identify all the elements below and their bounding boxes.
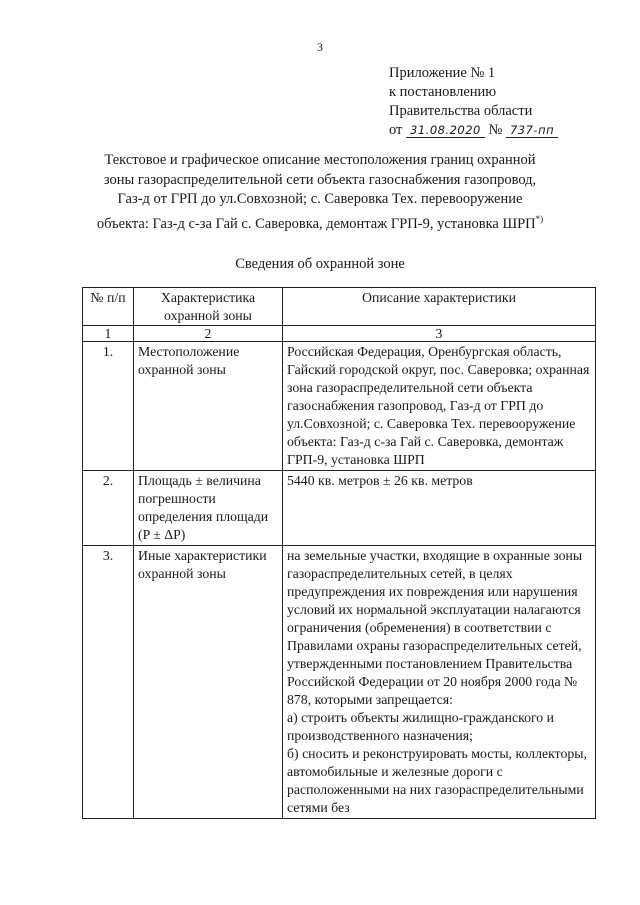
page-number: 3 (317, 40, 323, 54)
header-description: Описание характеристики (283, 288, 596, 326)
row-number: 3. (83, 546, 134, 819)
table-row (83, 471, 596, 546)
row-description: Российская Федерация, Оренбургская область, Гайский городской округ, пос. Саверовка; охранная зона газораспределительной сети объекта газоснабжения газопровод, Газ-д от ГРП до ул.Совхозной; с. Саверовка Тех. перевооружение объекта: Газ-д с-за Гай с. Саверовка, демонтаж ГРП-9, установка ШРП (283, 342, 596, 471)
document-title-text: Текстовое и графическое описание местоположения границ охранной зоны газораспределительной сети объекта газоснабжения газопровод, Газ-д от ГРП до ул.Совхозной; с. Саверовка Тех. перевооружение объекта: Газ-д с-за Гай с. Саверовка, демонтаж ГРП-9, установка ШРП (96, 152, 537, 232)
appendix-line-2: к постановлению (389, 84, 497, 100)
index-cell-2: 2 (134, 326, 283, 342)
header-num: № п/п (83, 288, 134, 326)
table-header-row (83, 288, 596, 326)
row-characteristic: Площадь ± величина погрешности определения площади (P ± ΔP) (134, 471, 283, 546)
index-cell-3: 3 (283, 326, 596, 342)
appendix-date-line (389, 121, 558, 140)
appendix-block (389, 64, 558, 140)
number-prefix: № (488, 122, 503, 138)
handwritten-date: 31.08.2020 (406, 123, 485, 138)
table-index-row (83, 326, 596, 342)
document-title (90, 151, 550, 234)
row-characteristic: Местоположение охранной зоны (134, 342, 283, 471)
row-description: 5440 кв. метров ± 26 кв. метров (283, 471, 596, 546)
date-prefix: от (389, 122, 403, 138)
header-characteristic: Характеристика охранной зоны (134, 288, 283, 326)
row-number: 1. (83, 342, 134, 471)
row-characteristic: Иные характеристики охранной зоны (134, 546, 283, 819)
table-row (83, 546, 596, 819)
table-row (83, 342, 596, 471)
row-number: 2. (83, 471, 134, 546)
zone-info-table (82, 287, 596, 819)
index-cell-1: 1 (83, 326, 134, 342)
handwritten-number: 737-пп (506, 123, 558, 138)
appendix-line-3: Правительства области (389, 103, 533, 119)
footnote-mark: *) (535, 213, 544, 224)
section-subtitle: Сведения об охранной зоне (235, 256, 405, 272)
appendix-line-1: Приложение № 1 (389, 65, 496, 81)
row-description: на земельные участки, входящие в охранные зоны газораспределительных сетей, в целях предупреждения их повреждения или нарушения условий их нормальной эксплуатации налагаются ограничения (обременения) в соответствии с Правилами охраны газораспределительных сетей, утвержденными постановлением Правительства Российской Федерации от 20 ноября 2000 года № 878, которыми запрещается: а) строить объекты жилищно-гражданского и производственного назначения; б) сносить и реконструировать мосты, коллекторы, автомобильные и железные дороги с расположенными на них газораспределительными сетями без (283, 546, 596, 819)
